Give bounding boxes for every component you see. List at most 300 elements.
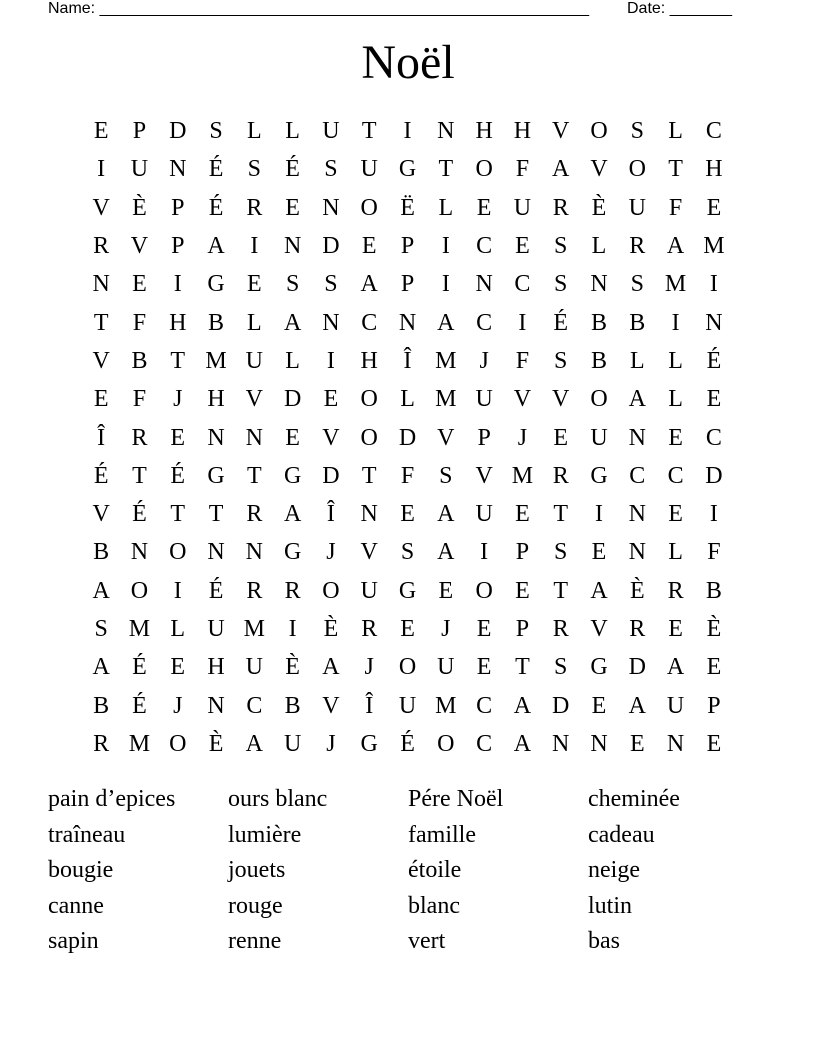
grid-letter[interactable]: T — [93, 309, 109, 336]
grid-letter[interactable]: N — [552, 730, 570, 757]
grid-letter[interactable]: I — [518, 309, 527, 336]
grid-letter[interactable]: V — [322, 692, 340, 719]
grid-letter[interactable]: U — [398, 692, 417, 719]
grid-letter[interactable]: A — [513, 692, 532, 719]
grid-letter[interactable]: B — [131, 347, 148, 374]
grid-letter[interactable]: A — [437, 501, 455, 528]
grid-letter[interactable]: O — [360, 386, 378, 413]
grid-letter[interactable]: L — [668, 539, 683, 566]
date-field[interactable]: Date: _______ — [627, 0, 732, 17]
grid-letter[interactable]: T — [361, 118, 377, 145]
grid-letter[interactable]: O — [475, 156, 493, 183]
grid-letter[interactable]: H — [705, 156, 723, 183]
grid-letter[interactable]: Î — [403, 347, 412, 374]
grid-letter[interactable]: M — [511, 462, 534, 489]
grid-letter[interactable]: U — [513, 194, 532, 221]
grid-letter[interactable]: È — [629, 577, 645, 604]
grid-letter[interactable]: S — [324, 156, 338, 183]
grid-letter[interactable]: I — [97, 156, 106, 183]
grid-letter[interactable]: F — [132, 309, 147, 336]
grid-letter[interactable]: F — [515, 347, 530, 374]
grid-letter[interactable]: G — [360, 730, 378, 757]
grid-letter[interactable]: L — [668, 386, 683, 413]
grid-letter[interactable]: S — [400, 539, 415, 566]
grid-letter[interactable]: E — [515, 577, 530, 604]
grid-letter[interactable]: O — [360, 194, 378, 221]
grid-letter[interactable]: N — [628, 539, 646, 566]
grid-letter[interactable]: É — [285, 156, 300, 183]
grid-letter[interactable]: E — [93, 386, 109, 413]
grid-letter[interactable]: A — [245, 730, 263, 757]
grid-letter[interactable]: V — [590, 616, 608, 642]
grid-letter[interactable]: L — [400, 386, 415, 413]
grid-letter[interactable]: È — [132, 194, 147, 221]
grid-letter[interactable]: I — [441, 271, 450, 298]
grid-letter[interactable]: V — [92, 501, 110, 528]
grid-letter[interactable]: É — [553, 309, 569, 336]
grid-row — [82, 686, 733, 724]
grid-letter[interactable]: N — [666, 730, 685, 757]
grid-letter[interactable]: A — [590, 577, 608, 604]
grid-letter[interactable]: I — [326, 347, 335, 374]
grid-letter[interactable]: U — [475, 501, 493, 528]
grid-letter[interactable]: C — [514, 271, 531, 298]
grid-letter[interactable]: U — [666, 692, 685, 719]
grid-letter[interactable]: A — [283, 501, 302, 528]
grid-letter[interactable]: È — [208, 730, 224, 757]
grid-letter[interactable]: R — [361, 616, 378, 642]
grid-letter[interactable]: P — [132, 118, 147, 145]
grid-letter[interactable]: A — [628, 692, 646, 719]
grid-letter[interactable]: R — [131, 424, 148, 451]
grid-letter[interactable]: I — [288, 616, 297, 642]
grid-letter[interactable]: T — [208, 501, 224, 528]
grid-letter[interactable]: O — [169, 539, 187, 566]
grid-letter[interactable]: D — [628, 654, 646, 681]
grid-letter[interactable]: R — [667, 577, 684, 604]
grid-letter[interactable]: B — [591, 309, 608, 336]
grid-letter[interactable]: E — [515, 501, 530, 528]
word-bank-item: étoile — [408, 857, 462, 883]
grid-letter[interactable]: E — [285, 424, 300, 451]
grid-letter[interactable]: L — [285, 347, 300, 374]
grid-letter[interactable]: É — [132, 692, 147, 719]
grid-letter[interactable]: A — [628, 386, 646, 413]
grid-letter[interactable]: U — [130, 156, 149, 183]
grid-letter[interactable]: N — [207, 424, 225, 451]
grid-letter[interactable]: P — [477, 424, 491, 451]
grid-letter[interactable]: O — [398, 654, 417, 681]
grid-letter[interactable]: I — [173, 577, 182, 604]
grid-letter[interactable]: S — [554, 347, 568, 374]
grid-letter[interactable]: N — [92, 271, 110, 298]
word-bank-item: cheminée — [588, 786, 680, 812]
grid-letter[interactable]: S — [554, 654, 568, 681]
grid-letter[interactable]: E — [668, 616, 683, 642]
grid-letter[interactable]: E — [285, 194, 300, 221]
grid-letter[interactable]: L — [247, 309, 262, 336]
grid-letter[interactable]: P — [400, 271, 415, 298]
grid-letter[interactable]: J — [479, 347, 489, 374]
grid-letter[interactable]: É — [400, 730, 415, 757]
grid-letter[interactable]: J — [326, 539, 336, 566]
grid-letter[interactable]: U — [245, 347, 263, 374]
grid-letter[interactable]: N — [475, 271, 493, 298]
grid-letter[interactable]: P — [707, 692, 721, 719]
grid-letter[interactable]: R — [552, 616, 569, 642]
grid-letter[interactable]: C — [476, 730, 493, 757]
grid-letter[interactable]: A — [322, 654, 340, 681]
grid-letter[interactable]: L — [668, 118, 683, 145]
grid-letter[interactable]: E — [591, 692, 607, 719]
grid-letter[interactable]: H — [360, 347, 378, 374]
grid-letter[interactable]: D — [322, 233, 340, 260]
grid-letter[interactable]: R — [246, 577, 263, 604]
grid-letter[interactable]: I — [595, 501, 603, 528]
grid-letter[interactable]: N — [398, 309, 417, 336]
grid-letter[interactable]: R — [93, 233, 110, 260]
grid-letter[interactable]: A — [92, 654, 110, 681]
grid-letter[interactable]: B — [629, 309, 646, 336]
grid-letter[interactable]: E — [706, 730, 722, 757]
grid-letter[interactable]: V — [552, 118, 570, 145]
grid-letter[interactable]: H — [169, 309, 187, 336]
grid-letter[interactable]: V — [92, 194, 110, 221]
grid-letter[interactable]: H — [207, 386, 225, 413]
grid-letter[interactable]: A — [283, 309, 302, 336]
grid-letter[interactable]: É — [170, 462, 186, 489]
grid-letter[interactable]: V — [590, 156, 608, 183]
grid-letter[interactable]: E — [706, 654, 722, 681]
grid-letter[interactable]: E — [515, 233, 530, 260]
grid-letter[interactable]: É — [132, 654, 147, 681]
grid-letter[interactable]: E — [93, 118, 109, 145]
grid-letter[interactable]: R — [93, 730, 110, 757]
grid-letter[interactable]: C — [246, 692, 263, 719]
grid-letter[interactable]: S — [554, 271, 568, 298]
grid-letter[interactable]: E — [132, 271, 147, 298]
grid-letter[interactable]: J — [517, 424, 528, 451]
grid-letter[interactable]: U — [283, 730, 302, 757]
grid-letter[interactable]: P — [400, 233, 415, 260]
grid-letter[interactable]: E — [400, 501, 415, 528]
grid-letter[interactable]: R — [629, 616, 646, 642]
grid-letter[interactable]: O — [437, 730, 455, 757]
grid-letter[interactable]: I — [480, 539, 489, 566]
grid-letter[interactable]: E — [361, 233, 377, 260]
grid-letter[interactable]: B — [93, 692, 110, 719]
grid-letter[interactable]: T — [515, 654, 530, 681]
grid-letter[interactable]: V — [92, 347, 110, 374]
grid-letter[interactable]: E — [323, 386, 339, 413]
grid-letter[interactable]: U — [475, 386, 493, 413]
grid-letter[interactable]: N — [283, 233, 302, 260]
grid-letter[interactable]: G — [207, 462, 225, 489]
grid-letter[interactable]: M — [435, 347, 457, 374]
grid-letter[interactable]: É — [706, 347, 722, 374]
grid-letter[interactable]: A — [666, 654, 685, 681]
grid-letter[interactable]: M — [205, 347, 227, 374]
grid-letter[interactable]: L — [170, 616, 186, 642]
grid-letter[interactable]: B — [705, 577, 722, 604]
grid-letter[interactable]: G — [590, 462, 608, 489]
grid-letter[interactable]: H — [513, 118, 532, 145]
grid-letter[interactable]: C — [361, 309, 378, 336]
grid-letter[interactable]: S — [554, 233, 568, 260]
grid-letter[interactable]: S — [324, 271, 338, 298]
grid-letter[interactable]: E — [476, 616, 492, 642]
grid-letter[interactable]: N — [590, 730, 608, 757]
grid-letter[interactable]: S — [247, 156, 262, 183]
grid-letter[interactable]: F — [707, 539, 721, 566]
grid-letter[interactable]: T — [170, 347, 186, 374]
grid-letter[interactable]: Ë — [400, 194, 415, 221]
grid-letter[interactable]: U — [360, 577, 378, 604]
grid-letter[interactable]: L — [438, 194, 454, 221]
grid-letter[interactable]: É — [208, 194, 224, 221]
grid-letter[interactable]: A — [666, 233, 685, 260]
grid-letter[interactable]: F — [132, 386, 147, 413]
grid-letter[interactable]: O — [475, 577, 493, 604]
grid-letter[interactable]: A — [360, 271, 378, 298]
word-search-grid — [82, 112, 733, 763]
grid-letter[interactable]: Î — [97, 424, 106, 451]
grid-letter[interactable]: N — [628, 501, 646, 528]
grid-letter[interactable]: T — [668, 156, 683, 183]
grid-letter[interactable]: O — [590, 118, 608, 145]
grid-letter[interactable]: P — [171, 233, 185, 260]
grid-letter[interactable]: G — [283, 539, 302, 566]
grid-letter[interactable]: C — [476, 309, 493, 336]
grid-letter[interactable]: B — [208, 309, 225, 336]
grid-letter[interactable]: E — [247, 271, 262, 298]
grid-letter[interactable]: V — [322, 424, 340, 451]
grid-letter[interactable]: D — [169, 118, 187, 145]
grid-letter[interactable]: A — [513, 730, 532, 757]
grid-letter[interactable]: A — [437, 539, 455, 566]
grid-letter[interactable]: E — [706, 194, 722, 221]
grid-letter[interactable]: J — [173, 692, 183, 719]
grid-letter[interactable]: F — [400, 462, 415, 489]
grid-letter[interactable]: T — [132, 462, 147, 489]
grid-letter[interactable]: C — [476, 233, 493, 260]
grid-letter[interactable]: A — [437, 309, 455, 336]
grid-letter[interactable]: M — [435, 386, 457, 413]
grid-letter[interactable]: È — [591, 194, 607, 221]
grid-letter[interactable]: C — [629, 462, 646, 489]
grid-letter[interactable]: L — [591, 233, 607, 260]
grid-letter[interactable]: U — [437, 654, 455, 681]
grid-letter[interactable]: É — [93, 462, 109, 489]
grid-letter[interactable]: E — [170, 424, 186, 451]
grid-letter[interactable]: S — [630, 118, 644, 145]
grid-letter[interactable]: I — [173, 271, 182, 298]
grid-letter[interactable]: A — [207, 233, 225, 260]
grid-letter[interactable]: È — [285, 654, 300, 681]
grid-letter[interactable]: T — [361, 462, 377, 489]
grid-letter[interactable]: G — [398, 156, 417, 183]
grid-letter[interactable]: M — [703, 233, 725, 260]
grid-letter[interactable]: R — [552, 194, 569, 221]
grid-letter[interactable]: D — [283, 386, 302, 413]
grid-letter[interactable]: D — [705, 462, 723, 489]
grid-letter[interactable]: O — [360, 424, 378, 451]
grid-letter[interactable]: U — [628, 194, 646, 221]
grid-letter[interactable]: L — [247, 118, 262, 145]
grid-letter[interactable]: N — [322, 309, 340, 336]
grid-letter[interactable]: O — [590, 386, 608, 413]
grid-letter[interactable]: T — [438, 156, 454, 183]
grid-letter[interactable]: B — [591, 347, 608, 374]
word-bank-item: renne — [228, 928, 282, 954]
grid-letter[interactable]: P — [515, 616, 530, 642]
grid-letter[interactable]: E — [438, 577, 454, 604]
grid-letter[interactable]: H — [207, 654, 225, 681]
grid-letter[interactable]: J — [364, 654, 374, 681]
grid-letter[interactable]: E — [668, 501, 683, 528]
grid-letter[interactable]: R — [552, 462, 569, 489]
grid-letter[interactable]: E — [170, 654, 186, 681]
grid-letter[interactable]: R — [246, 501, 263, 528]
grid-letter[interactable]: N — [207, 692, 225, 719]
grid-letter[interactable]: G — [398, 577, 417, 604]
grid-letter[interactable]: I — [403, 118, 412, 145]
grid-letter[interactable]: H — [475, 118, 493, 145]
grid-letter[interactable]: B — [284, 692, 301, 719]
grid-letter[interactable]: E — [668, 424, 683, 451]
grid-letter[interactable]: C — [476, 692, 493, 719]
grid-letter[interactable]: N — [130, 539, 149, 566]
grid-letter[interactable]: P — [515, 539, 530, 566]
grid-letter[interactable]: E — [629, 730, 645, 757]
grid-letter[interactable]: I — [250, 233, 259, 260]
grid-letter[interactable]: N — [360, 501, 378, 528]
grid-letter[interactable]: M — [128, 730, 151, 757]
grid-letter[interactable]: L — [629, 347, 645, 374]
grid-letter[interactable]: E — [553, 424, 569, 451]
grid-letter[interactable]: U — [322, 118, 340, 145]
word-bank-item: traîneau — [48, 821, 126, 848]
grid-letter[interactable]: N — [245, 539, 263, 566]
grid-letter[interactable]: I — [671, 309, 680, 336]
word-bank-item: bas — [588, 928, 620, 954]
grid-letter[interactable]: V — [513, 386, 532, 413]
grid-letter[interactable]: É — [208, 156, 224, 183]
grid-letter[interactable]: U — [590, 424, 608, 451]
grid-letter[interactable]: N — [207, 539, 225, 566]
grid-letter[interactable]: E — [591, 539, 607, 566]
grid-letter[interactable]: G — [207, 271, 225, 298]
grid-letter[interactable]: T — [553, 501, 569, 528]
grid-letter[interactable]: D — [398, 424, 417, 451]
grid-letter[interactable]: I — [709, 501, 718, 528]
grid-letter[interactable]: R — [284, 577, 301, 604]
grid-letter[interactable]: Î — [365, 692, 374, 719]
grid-letter[interactable]: È — [706, 616, 722, 642]
grid-letter[interactable]: R — [246, 194, 263, 221]
grid-letter[interactable]: P — [171, 194, 185, 221]
grid-letter[interactable]: C — [667, 462, 684, 489]
grid-letter[interactable]: S — [554, 539, 568, 566]
grid-letter[interactable]: M — [435, 692, 457, 719]
grid-letter[interactable]: A — [92, 577, 110, 604]
grid-letter[interactable]: E — [400, 616, 415, 642]
grid-letter[interactable]: S — [209, 118, 223, 145]
grid-letter[interactable]: S — [94, 616, 108, 642]
grid-letter[interactable]: Î — [326, 501, 335, 528]
grid-letter[interactable]: U — [245, 654, 263, 681]
grid-letter[interactable]: O — [169, 730, 187, 757]
grid-letter[interactable]: V — [552, 386, 570, 413]
grid-letter[interactable]: V — [437, 424, 455, 451]
name-field[interactable]: Name: _______________________________________________________ — [48, 0, 589, 17]
grid-letter[interactable]: N — [628, 424, 646, 451]
grid-letter[interactable]: B — [93, 539, 110, 566]
grid-letter[interactable]: G — [283, 462, 302, 489]
grid-letter[interactable]: D — [322, 462, 340, 489]
grid-letter[interactable]: C — [705, 424, 722, 451]
grid-letter[interactable]: T — [247, 462, 262, 489]
grid-letter[interactable]: A — [552, 156, 570, 183]
grid-letter[interactable]: T — [170, 501, 186, 528]
word-bank-item: neige — [588, 857, 640, 883]
grid-letter[interactable]: J — [441, 616, 451, 642]
grid-letter[interactable]: I — [441, 233, 450, 260]
grid-letter[interactable]: V — [245, 386, 263, 413]
grid-letter[interactable]: M — [243, 616, 265, 642]
grid-letter[interactable]: J — [326, 730, 336, 757]
grid-letter[interactable]: M — [664, 271, 687, 298]
grid-letter[interactable]: È — [323, 616, 339, 642]
grid-letter[interactable]: E — [476, 194, 492, 221]
grid-letter[interactable]: C — [705, 118, 722, 145]
grid-letter[interactable]: E — [706, 386, 722, 413]
grid-letter[interactable]: N — [245, 424, 263, 451]
grid-letter[interactable]: D — [552, 692, 570, 719]
grid-letter[interactable]: F — [515, 156, 530, 183]
grid-letter[interactable]: N — [590, 271, 608, 298]
grid-letter[interactable]: N — [437, 118, 455, 145]
grid-letter[interactable]: G — [590, 654, 608, 681]
grid-letter[interactable]: F — [668, 194, 683, 221]
grid-letter[interactable]: M — [128, 616, 151, 642]
grid-letter[interactable]: S — [285, 271, 300, 298]
grid-letter[interactable]: É — [132, 501, 147, 528]
grid-letter[interactable]: V — [360, 539, 378, 566]
grid-letter[interactable]: N — [705, 309, 723, 336]
grid-letter[interactable]: I — [709, 271, 718, 298]
grid-letter[interactable]: U — [207, 616, 225, 642]
grid-letter[interactable]: S — [630, 271, 644, 298]
grid-letter[interactable]: U — [360, 156, 378, 183]
grid-letter[interactable]: N — [322, 194, 340, 221]
grid-row — [82, 150, 733, 188]
grid-letter[interactable]: T — [553, 577, 569, 604]
grid-letter[interactable]: O — [628, 156, 646, 183]
grid-letter[interactable]: S — [439, 462, 453, 489]
grid-letter[interactable]: É — [208, 577, 224, 604]
grid-letter[interactable]: O — [322, 577, 340, 604]
grid-letter[interactable]: J — [173, 386, 183, 413]
grid-letter[interactable]: L — [285, 118, 300, 145]
grid-letter[interactable]: N — [169, 156, 187, 183]
grid-letter[interactable]: V — [130, 233, 149, 260]
grid-letter[interactable]: L — [668, 347, 683, 374]
grid-letter[interactable]: R — [629, 233, 646, 260]
grid-letter[interactable]: V — [475, 462, 493, 489]
grid-letter[interactable]: O — [130, 577, 149, 604]
grid-letter[interactable]: E — [476, 654, 492, 681]
